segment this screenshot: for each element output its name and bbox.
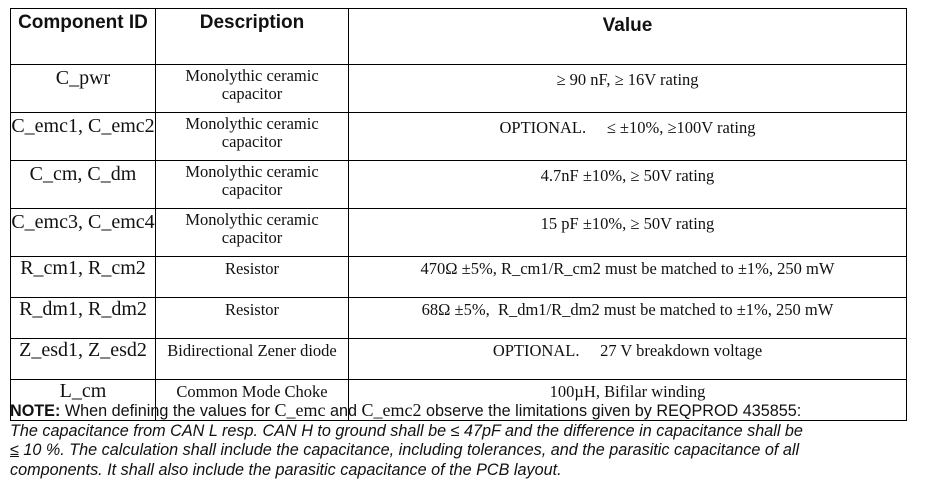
note-text: and	[325, 402, 362, 420]
note-line-3	[10, 441, 925, 461]
note-paragraph	[10, 401, 925, 480]
note-requirement-text: The capacitance from CAN L resp. CAN H to ground shall be ≤ 47pF and the difference in capacitance shall be	[10, 421, 803, 440]
description-cell: Resistor	[156, 257, 349, 298]
value-cell: OPTIONAL. 27 V breakdown voltage	[349, 339, 907, 380]
note-requirement-text: components. It shall also include the parasitic capacitance of the PCB layout.	[10, 460, 562, 479]
note-c-emc2: C_emc2	[361, 400, 422, 420]
note-le-symbol: ≤	[10, 441, 19, 459]
description-cell: Monolythic ceramic capacitor	[156, 65, 349, 113]
note-c-emc: C_emc	[274, 400, 326, 420]
table-row	[11, 298, 907, 339]
note-text: When defining the values for	[60, 402, 275, 420]
description-cell: Monolythic ceramic capacitor	[156, 113, 349, 161]
value-cell: 470Ω ±5%, R_cm1/R_cm2 must be matched to ±1%, 250 mW	[349, 257, 907, 298]
note-text: observe the limitations given by REQPROD 435855:	[421, 402, 802, 420]
component-id-cell: L_cm	[11, 380, 156, 421]
table-row	[11, 209, 907, 257]
value-cell: 100µH, Bifilar winding	[349, 380, 907, 421]
component-id-cell: R_dm1, R_dm2	[11, 298, 156, 339]
component-table	[10, 8, 907, 421]
table-row	[11, 113, 907, 161]
note-line-4	[10, 461, 925, 481]
table-row	[11, 65, 907, 113]
header-value: Value	[349, 9, 907, 65]
component-id-cell: C_cm, C_dm	[11, 161, 156, 209]
description-cell: Monolythic ceramic capacitor	[156, 209, 349, 257]
component-id-cell: Z_esd1, Z_esd2	[11, 339, 156, 380]
description-cell: Bidirectional Zener diode	[156, 339, 349, 380]
header-description: Description	[156, 9, 349, 65]
header-component-id: Component ID	[11, 9, 156, 65]
description-cell: Monolythic ceramic capacitor	[156, 161, 349, 209]
table-row	[11, 161, 907, 209]
value-cell: 4.7nF ±10%, ≥ 50V rating	[349, 161, 907, 209]
value-cell: OPTIONAL. ≤ ±10%, ≥100V rating	[349, 113, 907, 161]
description-cell: Resistor	[156, 298, 349, 339]
component-id-cell: C_emc3, C_emc4	[11, 209, 156, 257]
value-cell: 15 pF ±10%, ≥ 50V rating	[349, 209, 907, 257]
table-row	[11, 339, 907, 380]
note-label: NOTE:	[10, 402, 61, 420]
note-requirement-text: 10 %. The calculation shall include the capacitance, including tolerances, and the parasitic capacitance of all	[18, 441, 800, 459]
header-row	[11, 9, 907, 65]
description-cell: Common Mode Choke	[156, 380, 349, 421]
table-row	[11, 257, 907, 298]
value-cell: 68Ω ±5%, R_dm1/R_dm2 must be matched to ±1%, 250 mW	[349, 298, 907, 339]
note-line-1	[10, 401, 925, 422]
note-line-2	[10, 422, 925, 442]
component-id-cell: C_emc1, C_emc2	[11, 113, 156, 161]
component-id-cell: C_pwr	[11, 65, 156, 113]
component-id-cell: R_cm1, R_cm2	[11, 257, 156, 298]
value-cell: ≥ 90 nF, ≥ 16V rating	[349, 65, 907, 113]
